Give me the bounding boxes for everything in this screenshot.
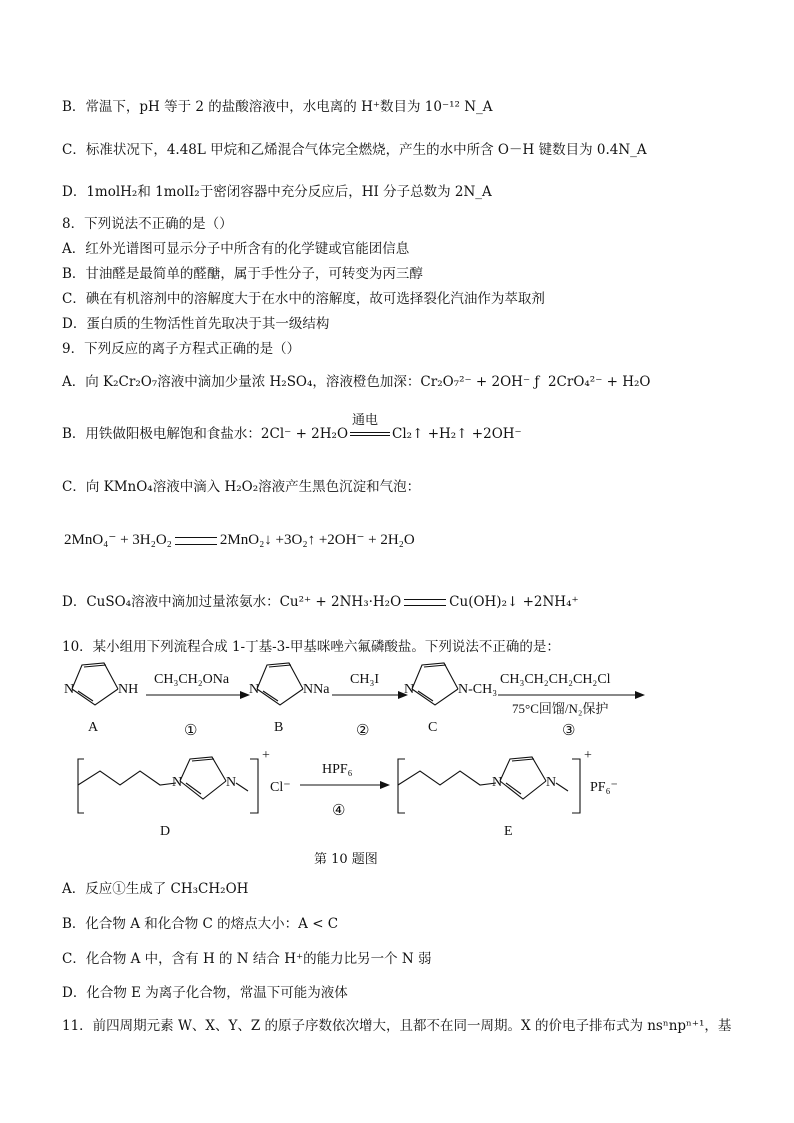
ring-b-nna: NNa <box>303 682 330 697</box>
q11-stem: 11．前四周期元素 W、X、Y、Z 的原子序数依次增大，且都不在同一周期。X 的价电子排布式为 nsⁿnpⁿ⁺¹，基 <box>62 1018 732 1034</box>
q9-option-a: A．向 K₂Cr₂O₇溶液中滴加少量浓 H₂SO₄，溶液橙色加深：Cr₂O₇²⁻ + 2OH⁻ ƒ 2CrO₄²⁻ + H₂O <box>62 374 651 390</box>
q10-option-c: C．化合物 A 中，含有 H 的 N 结合 H⁺的能力比另一个 N 弱 <box>62 951 432 967</box>
imidazole-ring-b <box>257 663 303 705</box>
q9-option-d: D．CuSO₄溶液中滴加过量浓氨水：Cu²⁺ + 2NH₃·H₂O Cu(OH)₂↓ +2NH₄⁺ <box>62 594 579 610</box>
q9-option-b: B．用铁做阳极电解饱和食盐水：2Cl⁻ + 2H₂O 通电 Cl₂↑ +H₂↑ +2OH⁻ <box>62 413 522 442</box>
electrolysis-arrow <box>348 413 392 443</box>
reagent-2: CH₃I <box>350 672 379 687</box>
q9-stem: 9．下列反应的离子方程式正确的是（） <box>62 341 301 357</box>
figure-caption: 第 10 题图 <box>314 852 378 867</box>
synthesis-scheme <box>60 655 660 840</box>
arrow-4-head <box>380 781 390 789</box>
ring-a-n: N <box>64 682 75 697</box>
q10-stem: 10．某小组用下列流程合成 1-丁基-3-甲基咪唑六氟磷酸盐。下列说法不正确的是： <box>62 639 560 655</box>
ring-e-n1: N <box>492 775 503 790</box>
q10-option-a: A．反应①生成了 CH₃CH₂OH <box>62 881 249 897</box>
q8-stem: 8．下列说法不正确的是（） <box>62 216 233 232</box>
ring-d-n3: N <box>226 775 237 790</box>
q8-option-a: A．红外光谱图可显示分子中所含有的化学键或官能团信息 <box>62 241 410 257</box>
arrow-3-head <box>635 691 645 699</box>
anion-pf6: PF₆⁻ <box>590 780 618 795</box>
equals-sign <box>404 599 446 606</box>
step-1: ① <box>184 723 198 739</box>
reagent-1: CH₃CH₂ONa <box>154 672 230 687</box>
label-a: A <box>88 720 99 735</box>
label-e: E <box>504 824 513 839</box>
equals-sign <box>175 537 217 545</box>
ring-d-n1: N <box>172 775 183 790</box>
cation-d-charge: + <box>262 748 270 763</box>
ring-c-n: N <box>404 682 415 697</box>
imidazole-ring-c <box>412 663 458 705</box>
q9-c-equation: 2MnO₄⁻ + 3H₂O₂ 2MnO₂↓ +3O₂↑ +2OH⁻ + 2H₂O <box>64 532 415 548</box>
step-2: ② <box>356 723 370 739</box>
reagent-3: CH₃CH₂CH₂CH₂Cl <box>500 672 611 687</box>
ring-e-n3: N <box>546 775 557 790</box>
electrolysis-condition: 通电 <box>352 413 379 428</box>
ring-a-nh: NH <box>118 682 139 697</box>
q7-option-b: B．常温下，pH 等于 2 的盐酸溶液中，水电离的 H⁺数目为 10⁻¹² N_A <box>62 99 493 115</box>
label-b: B <box>274 720 284 735</box>
label-c: C <box>428 720 438 735</box>
imidazole-ring-a <box>72 663 118 705</box>
label-d: D <box>160 824 171 839</box>
reagent-4: HPF₆ <box>322 762 353 777</box>
q8-option-c: C．碘在有机溶剂中的溶解度大于在水中的溶解度，故可选择裂化汽油作为萃取剂 <box>62 291 545 307</box>
step-3: ③ <box>562 723 576 739</box>
q7-option-d: D．1molH₂和 1molI₂于密闭容器中充分反应后，HI 分子总数为 2N_A <box>62 184 492 200</box>
anion-cl: Cl⁻ <box>270 780 291 795</box>
q7-option-c: C．标准状况下，4.48L 甲烷和乙烯混合气体完全燃烧，产生的水中所含 O－H 键数目为 0.4N_A <box>62 142 647 158</box>
q10-option-d: D．化合物 E 为离子化合物，常温下可能为液体 <box>62 985 348 1001</box>
step-4: ④ <box>332 803 346 819</box>
q8-option-b: B．甘油醛是最简单的醛醣，属于手性分子，可转变为丙三醇 <box>62 266 423 282</box>
condition-3: 75°C回馏/N₂保护 <box>512 701 609 716</box>
cation-e-charge: + <box>584 748 592 763</box>
ring-c-nch3: N-CH₃ <box>458 682 498 697</box>
q10-option-b: B．化合物 A 和化合物 C 的熔点大小：A < C <box>62 916 339 932</box>
ring-b-n: N <box>249 682 260 697</box>
q8-option-d: D．蛋白质的生物活性首先取决于其一级结构 <box>62 316 330 332</box>
q9-option-c: C．向 KMnO₄溶液中滴入 H₂O₂溶液产生黑色沉淀和气泡： <box>62 479 421 495</box>
